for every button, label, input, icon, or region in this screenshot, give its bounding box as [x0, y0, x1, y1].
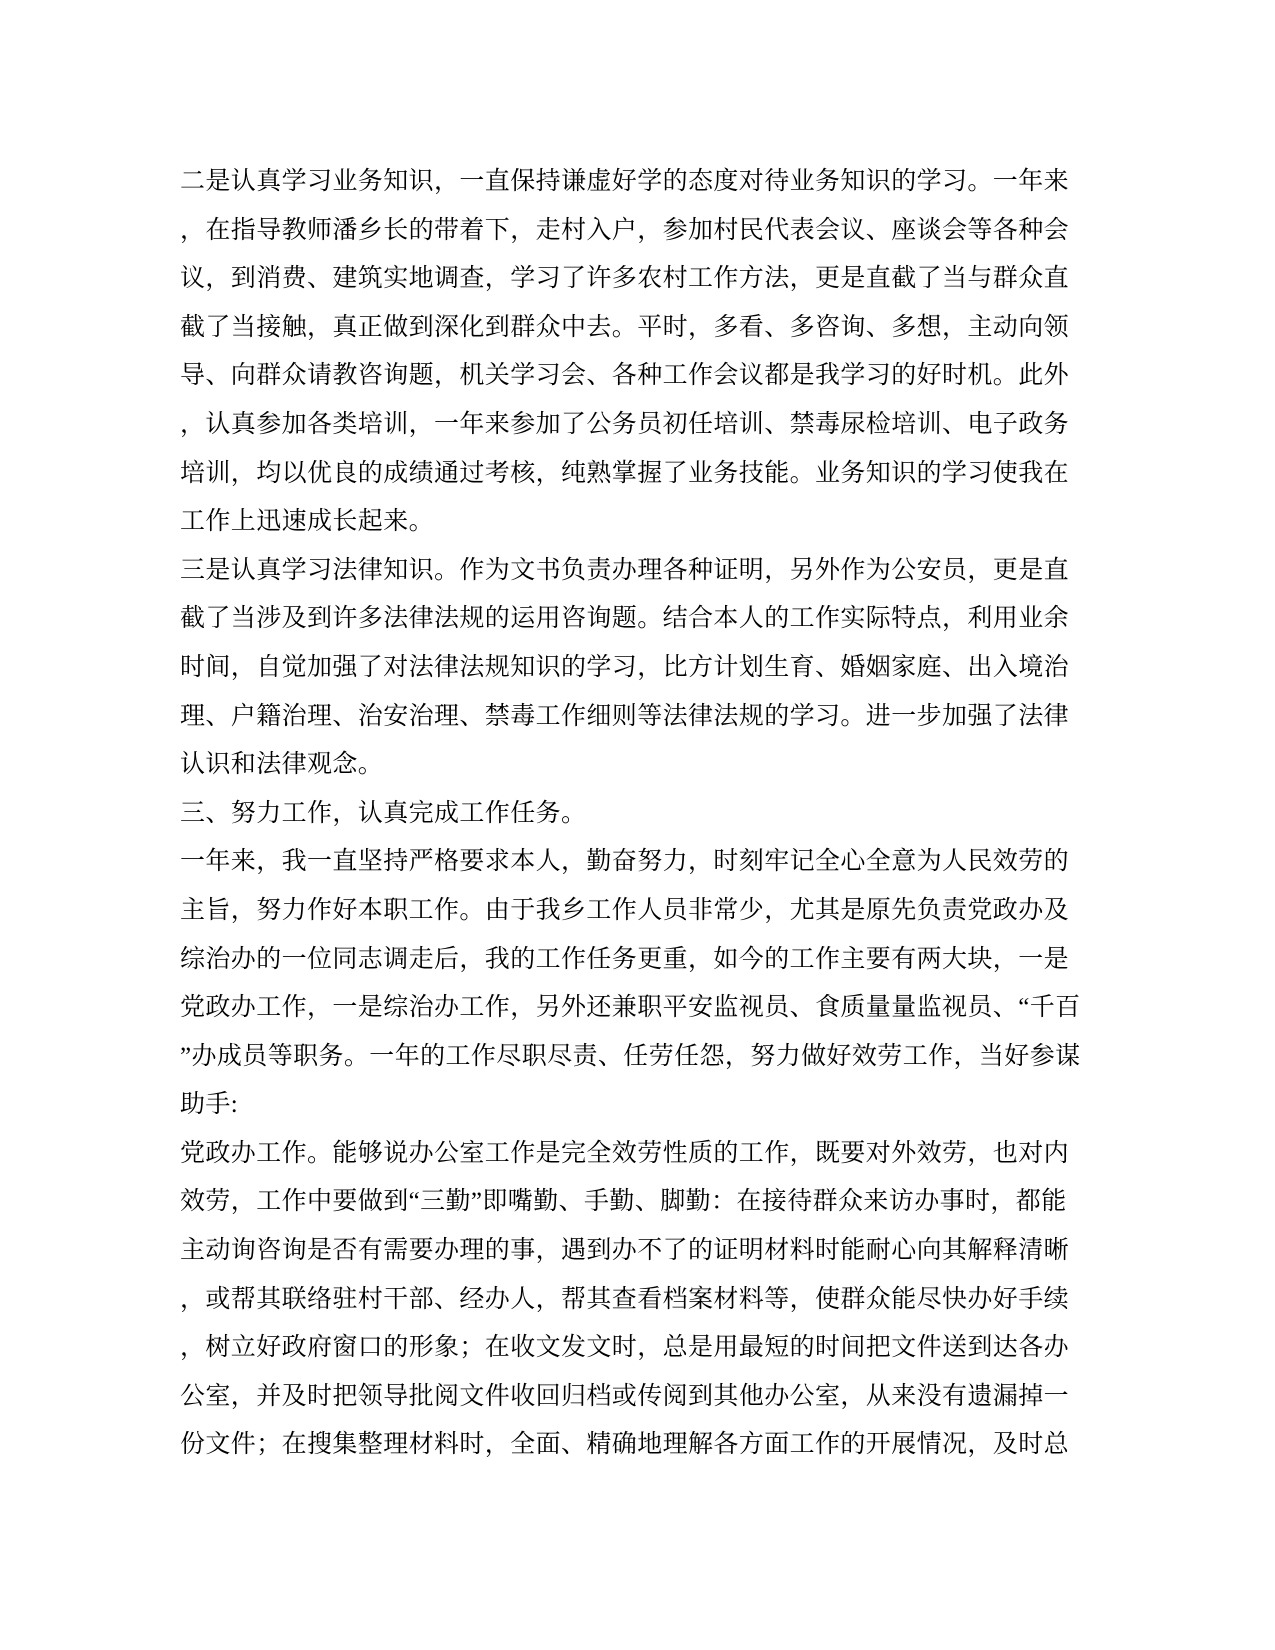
text-line: 二是认真学习业务知识，一直保持谦虚好学的态度对待业务知识的学习。一年来: [180, 168, 1070, 195]
text-line: 份文件；在搜集整理材料时，全面、精确地理解各方面工作的开展情况，及时总: [180, 1431, 1070, 1459]
text-line: ，或帮其联络驻村干部、经办人，帮其查看档案材料等，使群众能尽快办好手续: [180, 1285, 1070, 1313]
text-line: 公室，并及时把领导批阅文件收回归档或传阅到其他办公室，从来没有遗漏掉一: [180, 1382, 1070, 1410]
text-line: 三、努力工作，认真完成工作任务。: [180, 799, 587, 827]
text-line: ，在指导教师潘乡长的带着下，走村入户，参加村民代表会议、座谈会等各种会: [180, 216, 1070, 244]
text-line: 助手:: [180, 1091, 239, 1119]
text-line: 一年来，我一直坚持严格要求本人，勤奋努力，时刻牢记全心全意为人民效劳的: [180, 848, 1070, 876]
text-line: 工作上迅速成长起来。: [180, 508, 435, 536]
text-line: 党政办工作。能够说办公室工作是完全效劳性质的工作，既要对外效劳，也对内: [180, 1139, 1070, 1167]
text-line: ，认真参加各类培训，一年来参加了公务员初任培训、禁毒尿检培训、电子政务: [180, 410, 1070, 438]
text-line: 党政办工作，一是综治办工作，另外还兼职平安监视员、食质量量监视员、“千百: [180, 994, 1081, 1022]
text-line: 时间，自觉加强了对法律法规知识的学习，比方计划生育、婚姻家庭、出入境治: [180, 653, 1070, 681]
text-line: 理、户籍治理、治安治理、禁毒工作细则等法律法规的学习。进一步加强了法律: [180, 702, 1070, 730]
text-line: 效劳，工作中要做到“三勤”即嘴勤、手勤、脚勤：在接待群众来访办事时，都能: [180, 1188, 1067, 1216]
text-line: 截了当接触，真正做到深化到群众中去。平时，多看、多咨询、多想，主动向领: [180, 313, 1070, 341]
text-line: 议，到消费、建筑实地调查，学习了许多农村工作方法，更是直截了当与群众直: [180, 265, 1070, 293]
document-body: [180, 158, 1085, 1470]
text-line: 主动询咨询是否有需要办理的事，遇到办不了的证明材料时能耐心向其解释清晰: [180, 1237, 1070, 1265]
text-line: 三是认真学习法律知识。作为文书负责办理各种证明，另外作为公安员，更是直: [180, 556, 1070, 584]
text-line: 综治办的一位同志调走后，我的工作任务更重，如今的工作主要有两大块，一是: [180, 945, 1070, 973]
text-line: ”办成员等职务。一年的工作尽职尽责、任劳任怨，努力做好效劳工作，当好参谋: [180, 1042, 1081, 1070]
text-line: 主旨，努力作好本职工作。由于我乡工作人员非常少，尤其是原先负责党政办及: [180, 896, 1070, 924]
text-line: 导、向群众请教咨询题，机关学习会、各种工作会议都是我学习的好时机。此外: [180, 362, 1070, 390]
text-line: 截了当涉及到许多法律法规的运用咨询题。结合本人的工作实际特点，利用业余: [180, 605, 1070, 633]
text-line: 培训，均以优良的成绩通过考核，纯熟掌握了业务技能。业务知识的学习使我在: [180, 459, 1070, 487]
text-line: ，树立好政府窗口的形象；在收文发文时，总是用最短的时间把文件送到达各办: [180, 1334, 1070, 1362]
text-line: 认识和法律观念。: [180, 751, 384, 779]
